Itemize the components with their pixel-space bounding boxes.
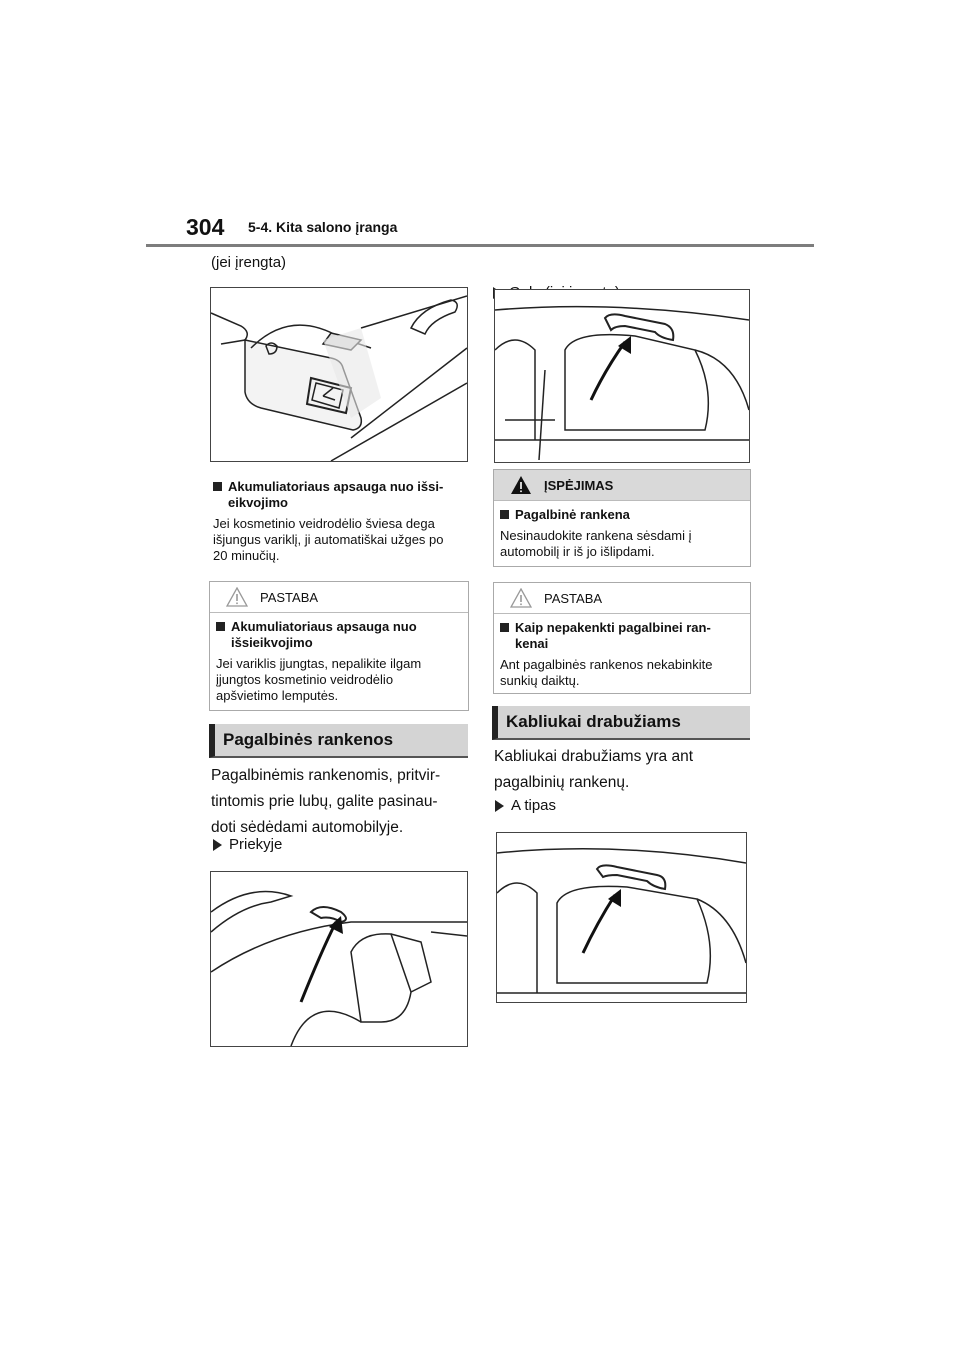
section-heading-coat-hooks: Kabliukai drabužiams xyxy=(492,706,750,740)
bullet-front-label: Priekyje xyxy=(229,836,283,853)
warning-text-line1: Nesinaudokite rankena sėsdami į xyxy=(500,528,692,543)
note-box-right xyxy=(493,582,751,694)
caution-triangle-icon xyxy=(226,587,248,607)
battery-text-line3: 20 minučių. xyxy=(213,548,280,563)
vanity-mirror-drawing xyxy=(211,288,467,461)
note-text-line1: Ant pagalbinės rankenos nekabinkite xyxy=(500,657,713,672)
front-grip-drawing xyxy=(211,872,467,1046)
coat-intro-line2: pagalbinių rankenų. xyxy=(494,774,630,791)
warning-box xyxy=(493,469,751,567)
rear-assist-grip-illustration xyxy=(494,289,750,463)
note-title: PASTABA xyxy=(260,589,319,605)
note-heading-line1: Kaip nepakenkti pagalbinei ran- xyxy=(515,620,711,635)
square-bullet-icon xyxy=(500,623,509,632)
battery-text-line2: išjungus variklį, ji automatiškai užges po xyxy=(213,532,444,547)
note-box-header xyxy=(494,583,750,614)
battery-protection-section xyxy=(213,479,469,564)
note-heading-line1: Akumuliatoriaus apsauga nuo xyxy=(231,619,417,634)
warning-text-line2: automobilį ir iš jo išlipdami. xyxy=(500,544,655,559)
coat-hooks-intro xyxy=(494,744,693,796)
warning-box-header xyxy=(494,470,750,501)
battery-heading-line1: Akumuliatoriaus apsauga nuo išsi- xyxy=(228,479,444,494)
bullet-type-a xyxy=(495,797,556,814)
assist-intro-line3: doti sėdėdami automobilyje. xyxy=(211,819,404,836)
header-divider xyxy=(146,244,814,247)
warning-heading: Pagalbinė rankena xyxy=(515,507,630,522)
square-bullet-icon xyxy=(500,510,509,519)
assist-grips-intro xyxy=(211,763,440,841)
rear-grip-drawing xyxy=(495,290,749,462)
note-box-left xyxy=(209,581,469,711)
section-title: 5-4. Kita salono įranga xyxy=(248,219,398,235)
coat-intro-line1: Kabliukai drabužiams yra ant xyxy=(494,748,694,765)
assist-intro-line2: tintomis prie lubų, galite pasinau- xyxy=(211,793,438,810)
square-bullet-icon xyxy=(216,622,225,631)
note-heading-line2: išsieikvojimo xyxy=(231,635,313,650)
arrow-bullet-icon xyxy=(213,839,222,851)
note-heading-line2: kenai xyxy=(515,636,549,651)
warning-title: ĮSPĖJIMAS xyxy=(544,477,614,493)
arrow-bullet-icon xyxy=(495,800,504,812)
battery-text-line1: Jei kosmetinio veidrodėlio šviesa dega xyxy=(213,516,435,531)
warning-triangle-icon xyxy=(510,475,532,495)
coat-hook-drawing xyxy=(497,833,746,1002)
note-text-line3: apšvietimo lemputės. xyxy=(216,688,339,703)
vanity-mirror-illustration xyxy=(210,287,468,462)
square-bullet-icon xyxy=(213,482,222,491)
note-text-line2: įjungtos kosmetinio veidrodėlio xyxy=(216,672,394,687)
assist-intro-line1: Pagalbinėmis rankenomis, pritvir- xyxy=(211,767,441,784)
note-text-line2: sunkių daiktų. xyxy=(500,673,580,688)
bullet-front xyxy=(213,836,282,853)
bullet-type-a-label: A tipas xyxy=(511,797,557,814)
note-text-line1: Jei variklis įjungtas, nepalikite ilgam xyxy=(216,656,422,671)
coat-hook-illustration xyxy=(496,832,747,1003)
note-title: PASTABA xyxy=(544,590,603,606)
battery-heading-line2: eikvojimo xyxy=(228,495,288,510)
front-assist-grip-illustration xyxy=(210,871,468,1047)
section-heading-assist-grips: Pagalbinės rankenos xyxy=(209,724,468,758)
page-number: 304 xyxy=(186,214,225,240)
caution-triangle-icon xyxy=(510,588,532,608)
note-box-header xyxy=(210,582,468,613)
caption-if-equipped: (jei įrengta) xyxy=(211,254,287,271)
